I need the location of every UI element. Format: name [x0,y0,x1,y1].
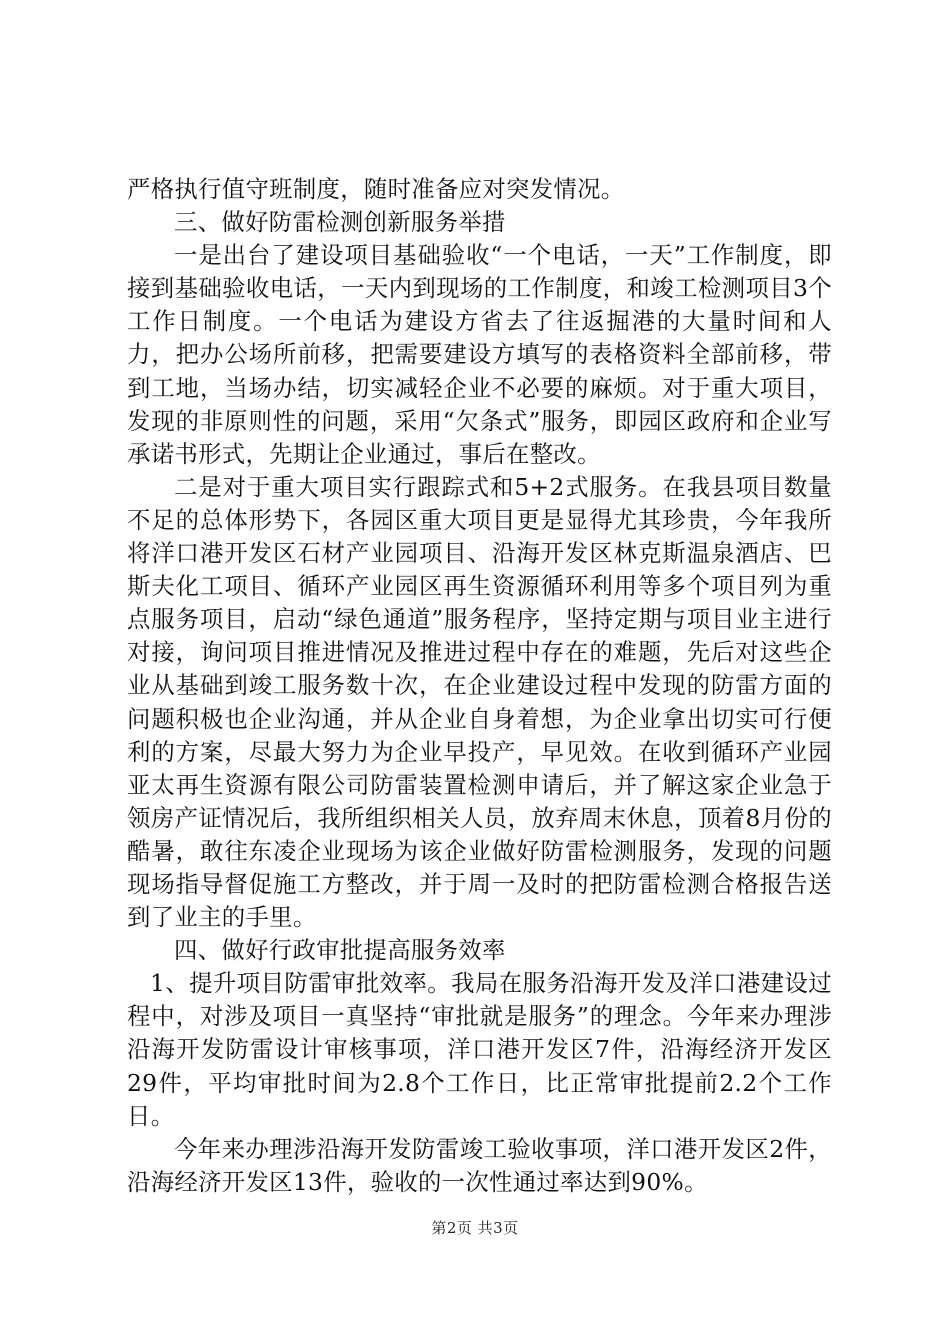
paragraph-measure-2: 二是对于重大项目实行跟踪式和5+2式服务。在我县项目数量不足的总体形势下，各园区重大项目更是显得尤其珍贵，今年我所将洋口港开发区石材产业园项目、沿海开发区林克斯温泉酒店、巴斯夫化工项目、循环产业园区再生资源循环利用等多个项目列为重点服务项目，启动“绿色通道”服务程序，坚持定期与项目业主进行对接，询问项目推进情况及推进过程中存在的难题，先后对这些企业从基础到竣工服务数十次，在企业建设过程中发现的防雷方面的问题积极也企业沟通，并从企业自身着想，为企业拿出切实可行便利的方案，尽最大努力为企业早投产，早见效。在收到循环产业园亚太再生资源有限公司防雷装置检测申请后，并了解这家企业急于领房产证情况后，我所组织相关人员，放弃周末休息，顶着8月份的酷暑，敢往东凌企业现场为该企业做好防雷检测服务，发现的问题现场指导督促施工方整改，并于周一及时的把防雷检测合格报告送到了业主的手里。 [127,472,832,932]
section-heading-3: 三、做好防雷检测创新服务举措 [174,208,506,237]
paragraph-approval-efficiency: 1、提升项目防雷审批效率。我局在服务沿海开发及洋口港建设过程中，对涉及项目一真坚持“审批就是服务”的理念。今年来办理涉沿海开发防雷设计审核事项，洋口港开发区7件，沿海经济开发区29件，平均审批时间为2.8个工作日，比正常审批提前2.2个工作日。 [127,969,832,1130]
paragraph-continuation: 严格执行值守班制度，随时准备应对突发情况。 [127,175,625,203]
document-body [127,173,832,1199]
section-heading-4: 四、做好行政审批提高服务效率 [174,936,506,965]
paragraph-acceptance: 今年来办理涉沿海开发防雷竣工验收事项，洋口港开发区2件，沿海经济开发区13件，验收的一次性通过率达到90%。 [127,1134,832,1196]
page-footer: 第2页 共3页 [431,1219,519,1237]
paragraph-measure-1: 一是出台了建设项目基础验收“一个电话，一天”工作制度，即接到基础验收电话，一天内到现场的工作制度，和竣工检测项目3个工作日制度。一个电话为建设方省去了往返掘港的大量时间和人力，把办公场所前移，把需要建设方填写的表格资料全部前移，带到工地，当场办结，切实减轻企业不必要的麻烦。对于重大项目，发现的非原则性的问题，采用“欠条式”服务，即园区政府和企业写承诺书形式，先期让企业通过，事后在整改。 [127,241,832,468]
